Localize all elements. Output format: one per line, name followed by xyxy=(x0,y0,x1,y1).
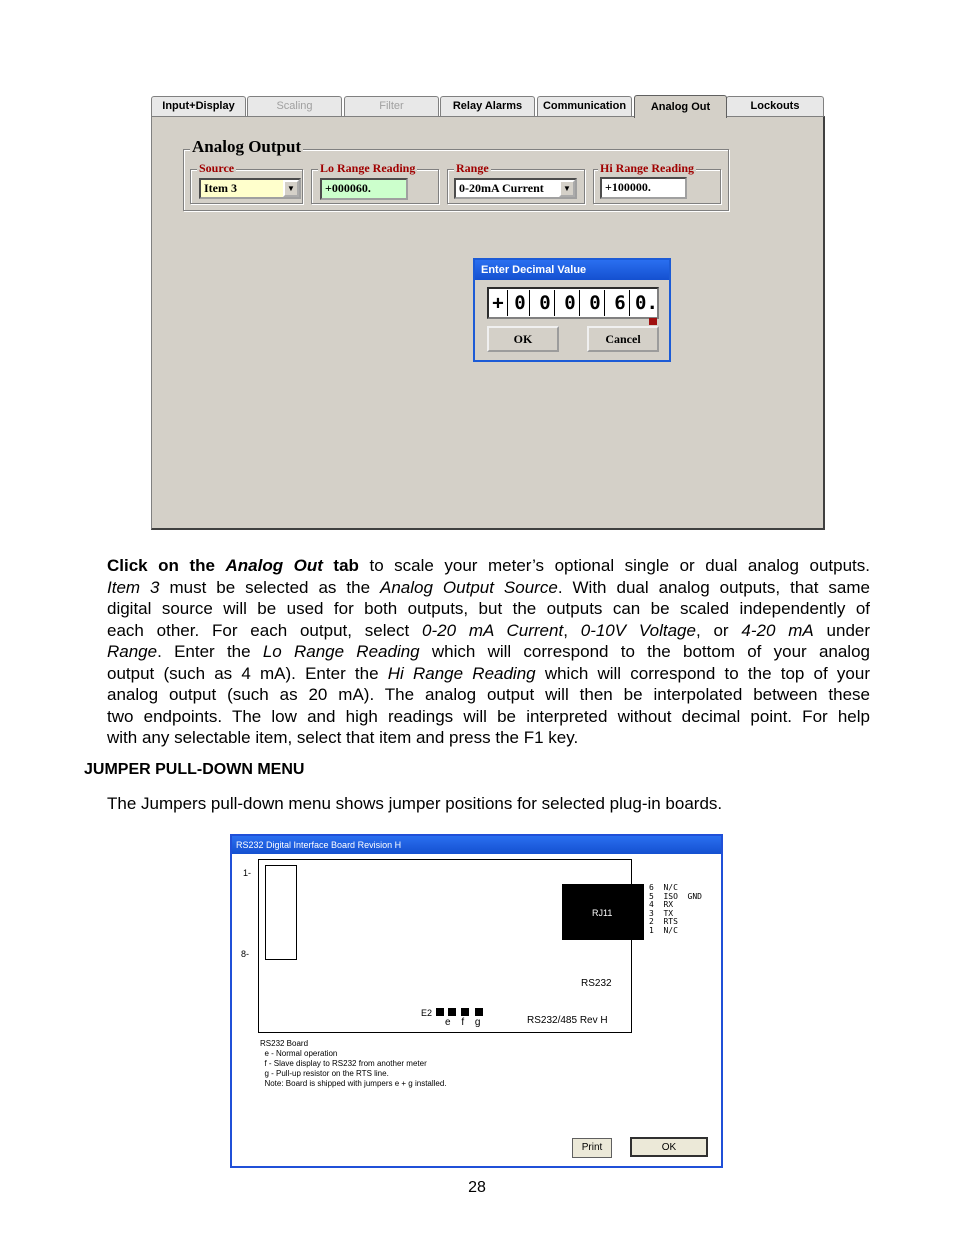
note-line: g - Pull-up resistor on the RTS line. xyxy=(260,1069,389,1078)
pinout-row: 4 RX xyxy=(649,900,674,910)
rj11-label: RJ11 xyxy=(592,908,613,918)
cursor-marker-icon xyxy=(649,318,657,325)
rj11-jack xyxy=(562,884,644,940)
note-line: f - Slave display to RS232 from another meter xyxy=(260,1059,427,1068)
text-run: 0-10V Voltage xyxy=(580,620,696,640)
text-run: 4-20 mA xyxy=(741,620,814,640)
pinout-row: 2 RTS xyxy=(649,917,678,927)
text-run: , xyxy=(563,620,581,640)
analog-out-description xyxy=(107,555,870,749)
pinout-row: 1 N/C xyxy=(649,925,678,935)
digit-3[interactable]: 0 xyxy=(561,290,580,316)
tab-analog-out[interactable]: Analog Out xyxy=(634,95,727,118)
enter-decimal-dialog xyxy=(473,258,671,362)
text-run: 0-20 mA Current xyxy=(422,620,564,640)
range-dropdown-arrow-icon[interactable]: ▼ xyxy=(559,180,575,197)
window-title: RS232 Digital Interface Board Revision H xyxy=(232,836,721,854)
lo-range-input[interactable]: +000060. xyxy=(320,178,408,200)
text-run: . Enter the xyxy=(157,642,263,661)
tab-input-display[interactable]: Input+Display xyxy=(151,96,246,116)
text-run: to scale your meter’s optional single or dual analog outputs. xyxy=(358,556,870,575)
text-run: Item 3 xyxy=(107,577,160,597)
analog-out-panel xyxy=(151,116,825,530)
jumper-pin-4 xyxy=(475,1008,483,1016)
jumper-letters: e f g xyxy=(445,1017,485,1028)
paragraph-line xyxy=(107,598,870,620)
tab-filter[interactable]: Filter xyxy=(344,96,439,116)
source-label: Source xyxy=(199,161,235,175)
text-run: with any selectable item, select that item and press the F1 key. xyxy=(107,728,579,747)
pin-bottom-label: 8- xyxy=(241,949,250,959)
text-run: tab xyxy=(322,556,359,575)
text-run: output (such as 4 mA). Enter the xyxy=(107,663,388,683)
page-number: 28 xyxy=(468,1179,486,1196)
rj11-pinout xyxy=(649,884,702,936)
digit-display xyxy=(487,287,659,319)
source-dropdown-arrow-icon[interactable]: ▼ xyxy=(283,180,299,197)
analog-out-screenshot xyxy=(151,96,825,530)
digit-6[interactable]: 0. xyxy=(635,292,658,314)
tab-communication[interactable]: Communication xyxy=(537,96,632,116)
text-run: Analog Output Source xyxy=(380,577,558,597)
pin-top-label: 1- xyxy=(243,868,252,878)
range-value: 0-20mA Current xyxy=(459,181,544,195)
paragraph-line xyxy=(107,577,870,599)
board-outline xyxy=(241,859,632,1033)
paragraph-line xyxy=(107,641,870,663)
text-run: Range xyxy=(107,642,158,661)
paragraph-line xyxy=(107,555,870,577)
text-run: must be selected as the xyxy=(159,577,381,597)
rs232-label: RS232 xyxy=(581,978,612,989)
text-run: Lo Range Reading xyxy=(262,642,420,661)
text-run: which will correspond to the top of your xyxy=(535,663,870,683)
rs232-board-window xyxy=(230,834,723,1168)
tab-lockouts[interactable]: Lockouts xyxy=(726,96,824,116)
rev-label: RS232/485 Rev H xyxy=(527,1015,608,1026)
cancel-button[interactable]: Cancel xyxy=(587,326,659,352)
connector-header xyxy=(265,865,297,960)
tab-scaling[interactable]: Scaling xyxy=(247,96,342,116)
text-run: . With dual analog outputs, that same xyxy=(557,577,870,597)
hi-range-label: Hi Range Reading xyxy=(600,161,695,175)
text-run: each other. For each output, select xyxy=(107,620,422,640)
print-button[interactable]: Print xyxy=(572,1138,612,1158)
section-intro: The Jumpers pull-down menu shows jumper positions for selected plug-in boards. xyxy=(107,794,723,813)
lo-range-label: Lo Range Reading xyxy=(320,161,416,175)
text-run: two endpoints. The low and high readings will be interpreted without decimal point. For help xyxy=(107,706,870,726)
text-run: digital source will be used for both outputs, but the outputs can be scaled independently of xyxy=(107,599,870,618)
dialog-title: Enter Decimal Value xyxy=(475,260,669,280)
paragraph-line xyxy=(107,706,870,728)
paragraph-line xyxy=(107,663,870,685)
note-line: Note: Board is shipped with jumpers e + g installed. xyxy=(260,1079,447,1088)
text-run: , or xyxy=(695,620,742,640)
jumper-pin-3 xyxy=(461,1008,469,1016)
text-run: which will correspond to the bottom of your analog xyxy=(419,642,870,661)
ok-button[interactable]: OK xyxy=(487,326,559,352)
digit-5[interactable]: 6 xyxy=(611,290,630,316)
text-run: Analog Out xyxy=(225,556,323,575)
digit-2[interactable]: 0 xyxy=(536,290,555,316)
ok-button[interactable]: OK xyxy=(630,1137,708,1157)
digit-sign[interactable]: + xyxy=(489,290,508,316)
pinout-row: 3 TX xyxy=(649,908,674,918)
note-line: e - Normal operation xyxy=(260,1049,338,1058)
digit-1[interactable]: 0 xyxy=(511,290,530,316)
pinout-row: 6 N/C xyxy=(649,883,678,892)
jumper-pin-2 xyxy=(448,1008,456,1016)
jumper-e2-label: E2 xyxy=(421,1008,433,1018)
text-run: Click on the xyxy=(107,556,226,575)
text-run: under xyxy=(813,620,871,640)
pinout-row: 5 ISO GND xyxy=(649,891,702,901)
text-run: Hi Range Reading xyxy=(387,663,536,683)
digit-4[interactable]: 0 xyxy=(586,290,605,316)
board-notes xyxy=(260,1039,447,1089)
paragraph-line xyxy=(107,727,870,749)
text-run: analog output (such as 20 mA). The analog output will then be interpolated between these xyxy=(107,685,870,704)
range-label: Range xyxy=(456,161,489,175)
source-value: Item 3 xyxy=(204,181,237,195)
section-heading: JUMPER PULL-DOWN MENU xyxy=(84,761,305,778)
note-line: RS232 Board xyxy=(260,1039,309,1048)
jumper-pin-1 xyxy=(436,1008,444,1016)
paragraph-line xyxy=(107,684,870,706)
paragraph-line xyxy=(107,620,870,642)
hi-range-input[interactable]: +100000. xyxy=(600,177,687,199)
analog-output-title: Analog Output xyxy=(192,137,302,156)
tab-relay-alarms[interactable]: Relay Alarms xyxy=(440,96,535,116)
